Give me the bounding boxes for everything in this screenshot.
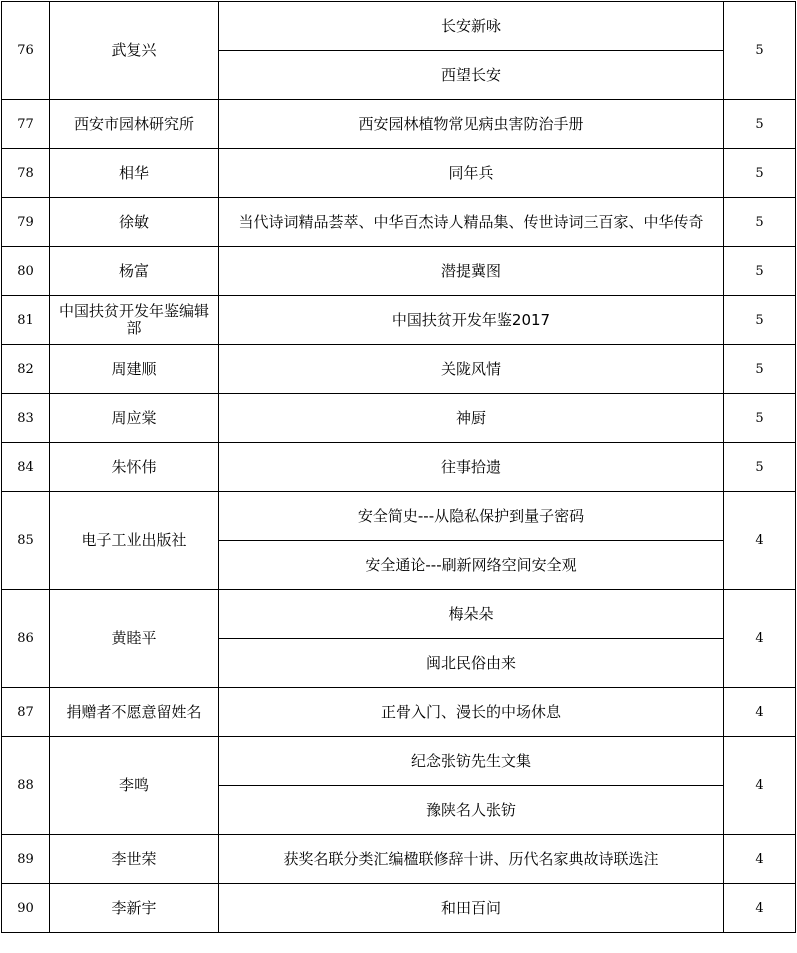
book-count: 5 xyxy=(724,345,796,394)
book-title: 同年兵 xyxy=(219,149,724,198)
table-row xyxy=(2,394,796,443)
donor-name: 李鸣 xyxy=(50,737,219,835)
row-number: 89 xyxy=(2,835,50,884)
table-row xyxy=(2,688,796,737)
book-title: 安全通论---刷新网络空间安全观 xyxy=(219,541,724,590)
donor-name: 朱怀伟 xyxy=(50,443,219,492)
donor-name: 杨富 xyxy=(50,247,219,296)
book-count: 4 xyxy=(724,884,796,933)
donation-table-body xyxy=(2,2,796,933)
row-number: 78 xyxy=(2,149,50,198)
book-title: 关陇风情 xyxy=(219,345,724,394)
row-number: 90 xyxy=(2,884,50,933)
table-row xyxy=(2,247,796,296)
donor-name: 李世荣 xyxy=(50,835,219,884)
book-count: 5 xyxy=(724,443,796,492)
donor-name: 李新宇 xyxy=(50,884,219,933)
book-count: 5 xyxy=(724,198,796,247)
book-count: 4 xyxy=(724,590,796,688)
book-count: 5 xyxy=(724,2,796,100)
table-row xyxy=(2,737,796,786)
row-number: 83 xyxy=(2,394,50,443)
book-title: 潜提冀图 xyxy=(219,247,724,296)
donor-name: 中国扶贫开发年鉴编辑部 xyxy=(50,296,219,345)
row-number: 87 xyxy=(2,688,50,737)
book-title: 西望长安 xyxy=(219,51,724,100)
book-title: 梅朵朵 xyxy=(219,590,724,639)
table-row xyxy=(2,345,796,394)
row-number: 80 xyxy=(2,247,50,296)
book-title: 往事拾遗 xyxy=(219,443,724,492)
book-title: 长安新咏 xyxy=(219,2,724,51)
book-count: 4 xyxy=(724,737,796,835)
row-number: 84 xyxy=(2,443,50,492)
donor-name: 电子工业出版社 xyxy=(50,492,219,590)
row-number: 77 xyxy=(2,100,50,149)
row-number: 79 xyxy=(2,198,50,247)
book-count: 5 xyxy=(724,394,796,443)
table-row xyxy=(2,149,796,198)
table-row xyxy=(2,590,796,639)
book-title: 纪念张钫先生文集 xyxy=(219,737,724,786)
row-number: 76 xyxy=(2,2,50,100)
donor-name: 黄睦平 xyxy=(50,590,219,688)
book-title: 正骨入门、漫长的中场休息 xyxy=(219,688,724,737)
table-row xyxy=(2,198,796,247)
book-title: 安全简史---从隐私保护到量子密码 xyxy=(219,492,724,541)
book-count: 4 xyxy=(724,835,796,884)
book-count: 5 xyxy=(724,149,796,198)
donor-name: 西安市园林研究所 xyxy=(50,100,219,149)
donor-name: 捐赠者不愿意留姓名 xyxy=(50,688,219,737)
row-number: 88 xyxy=(2,737,50,835)
table-row xyxy=(2,443,796,492)
book-title: 中国扶贫开发年鉴2017 xyxy=(219,296,724,345)
row-number: 82 xyxy=(2,345,50,394)
book-title: 西安园林植物常见病虫害防治手册 xyxy=(219,100,724,149)
donation-table xyxy=(1,1,796,933)
table-row xyxy=(2,884,796,933)
book-title: 闽北民俗由来 xyxy=(219,639,724,688)
book-count: 4 xyxy=(724,688,796,737)
donor-name: 周应棠 xyxy=(50,394,219,443)
donor-name: 相华 xyxy=(50,149,219,198)
donor-name: 武复兴 xyxy=(50,2,219,100)
row-number: 86 xyxy=(2,590,50,688)
book-title: 当代诗词精品荟萃、中华百杰诗人精品集、传世诗词三百家、中华传奇 xyxy=(219,198,724,247)
book-title: 获奖名联分类汇编楹联修辞十讲、历代名家典故诗联选注 xyxy=(219,835,724,884)
table-row xyxy=(2,835,796,884)
book-count: 4 xyxy=(724,492,796,590)
table-row xyxy=(2,2,796,51)
row-number: 85 xyxy=(2,492,50,590)
book-count: 5 xyxy=(724,247,796,296)
book-title: 豫陕名人张钫 xyxy=(219,786,724,835)
table-row xyxy=(2,100,796,149)
donor-name: 徐敏 xyxy=(50,198,219,247)
table-row xyxy=(2,296,796,345)
book-count: 5 xyxy=(724,296,796,345)
book-title: 和田百问 xyxy=(219,884,724,933)
book-title: 神厨 xyxy=(219,394,724,443)
donor-name: 周建顺 xyxy=(50,345,219,394)
row-number: 81 xyxy=(2,296,50,345)
book-count: 5 xyxy=(724,100,796,149)
table-row xyxy=(2,492,796,541)
